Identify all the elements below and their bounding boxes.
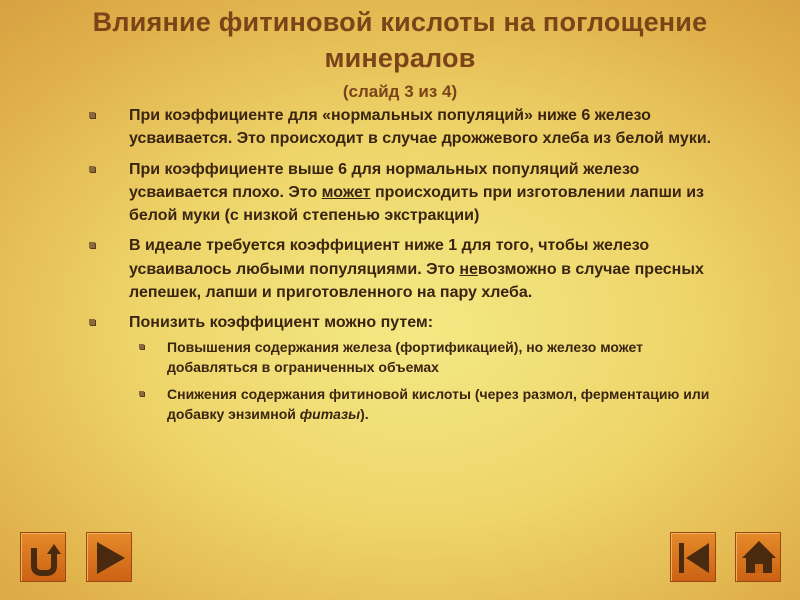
play-next-icon [87, 533, 133, 583]
emphasis-text: не [459, 260, 478, 278]
sub-bullet-icon [139, 391, 144, 396]
bullet-text-continued: происходить при изготовлении лапши из белой муки (с низкой степенью экстракции) [129, 183, 704, 225]
bullet-icon [89, 242, 95, 248]
first-slide-button[interactable] [670, 532, 716, 582]
italic-term: фитазы [299, 406, 361, 423]
sub-bullet-text-continued: ). [360, 406, 369, 423]
first-slide-icon [671, 533, 717, 583]
bullet-icon [89, 112, 95, 118]
home-button[interactable] [735, 532, 781, 582]
sub-bullet-list [129, 337, 715, 425]
slide-counter: (слайд 3 из 4) [342, 82, 458, 101]
sub-bullet-item [167, 384, 715, 425]
sub-bullet-text: Снижения содержания фитиновой кислоты (через размол, ферментацию или добавку энзимной [167, 385, 710, 423]
return-arrow-icon [21, 533, 67, 583]
bullet-item [115, 311, 715, 424]
bullet-icon [89, 319, 95, 325]
sub-bullet-icon [139, 344, 144, 349]
bullet-item [115, 104, 715, 151]
bullet-text: При коэффициенте выше 6 для нормальных популяций железо усваивается плохо. Это [129, 160, 640, 201]
bullet-icon [89, 166, 95, 172]
bullet-text: В идеале требуется коэффициент ниже 1 для того, чтобы железо усваивалось любыми популяциями. Это [129, 237, 650, 278]
bullet-text: Понизить коэффициент можно путем: [129, 314, 434, 332]
sub-bullet-text: Повышения содержания железа (фортификацией), но железо может добавляться в ограниченных объемах [167, 338, 643, 376]
slide-title [30, 4, 770, 104]
next-slide-button[interactable] [86, 532, 132, 582]
home-icon [736, 533, 782, 583]
bullet-text: При коэффициенте для «нормальных популяций» ниже 6 железо усваивается. Это происходит в случае дрожжевого хлеба из белой муки. [129, 107, 712, 148]
emphasis-text: может [321, 183, 371, 201]
sub-bullet-item [167, 337, 715, 378]
bullet-list [115, 104, 715, 432]
bullet-item [115, 234, 715, 304]
bullet-text-continued: возможно в случае пресных лепешек, лапши и приготовленного на пару хлеба. [129, 260, 704, 302]
slide-heading: Влияние фитиновой кислоты на поглощение минералов [92, 7, 708, 73]
bullet-item [115, 158, 715, 228]
return-button[interactable] [20, 532, 66, 582]
